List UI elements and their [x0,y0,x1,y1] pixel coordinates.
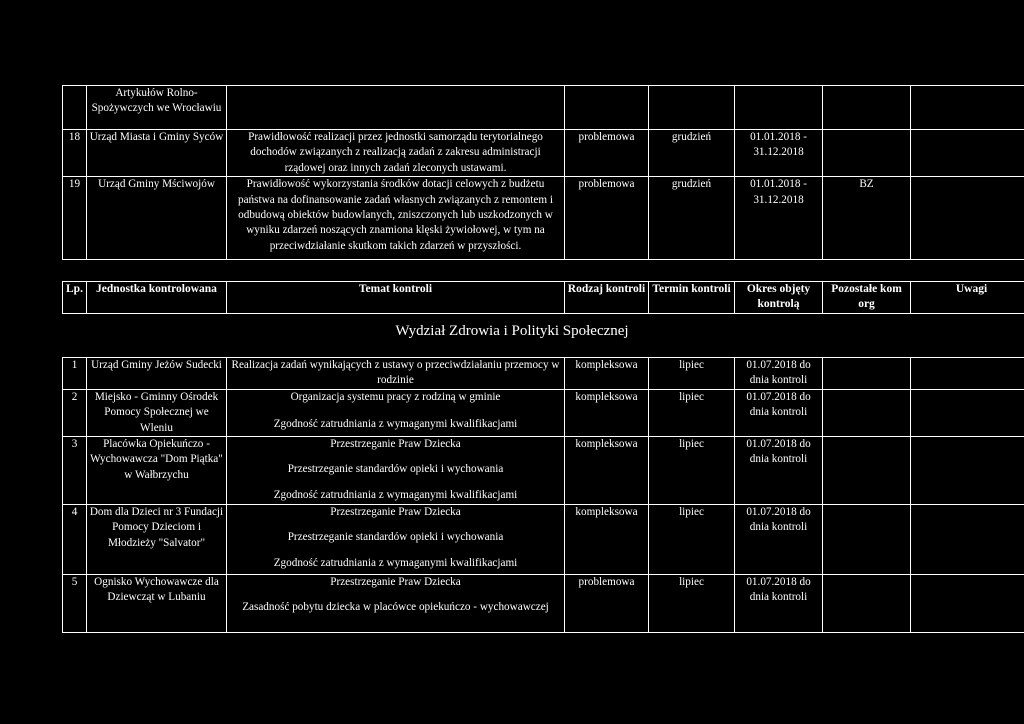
topic-line: Przestrzeganie Praw Dziecka [330,438,461,451]
cell-topic: Prawidłowość realizacji przez jednostki samorządu terytorialnego dochodów związanych z realizacją zadań z zakresu administracji rządowej oraz innych zadań zleconych ustawami. [227,130,565,177]
header-unit: Jednostka kontrolowana [87,282,227,314]
topic-line: Zgodność zatrudniania z wymaganymi kwalifikacjami [273,418,518,431]
cell-notes [911,437,1024,505]
header-row [63,282,1024,314]
topic-line: Zasadność pobytu dziecka w placówce opiekuńczo - wychowawczej [242,601,549,614]
cell-unit: Ognisko Wychowawcze dla Dziewcząt w Lubaniu [87,575,227,633]
cell-lp [63,86,87,130]
cell-period: 01.07.2018 do dnia kontroli [735,575,823,633]
table-row [63,130,1024,177]
cell-lp: 19 [63,177,87,260]
header-lp: Lp. [63,282,87,314]
table-row [63,575,1024,633]
cell-lp: 5 [63,575,87,633]
cell-period: 01.07.2018 do dnia kontroli [735,389,823,436]
header-other: Pozostałe kom org [823,282,911,314]
cell-period [735,86,823,130]
table-row [63,389,1024,436]
topic-line: Zgodność zatrudniania z wymaganymi kwalifikacjami [273,488,518,501]
cell-lp: 18 [63,130,87,177]
header-period: Okres objęty kontrolą [735,282,823,314]
cell-unit: Placówka Opiekuńczo - Wychowawcza "Dom Piątka" w Wałbrzychu [87,437,227,505]
cell-term: lipiec [649,358,735,390]
topic-line: Zgodność zatrudniania z wymaganymi kwalifikacjami [273,556,518,569]
cell-unit: Urząd Gminy Jeżów Sudecki [87,358,227,390]
cell-other [823,575,911,633]
cell-lp: 4 [63,505,87,575]
cell-other [823,389,911,436]
cell-lp: 1 [63,358,87,390]
cell-type: kompleksowa [565,437,649,505]
cell-topic [227,358,565,390]
cell-type: kompleksowa [565,358,649,390]
cell-type: problemowa [565,130,649,177]
cell-topic [227,437,565,505]
table-row [63,358,1024,390]
cell-unit: Artykułów Rolno-Spożywczych we Wrocławiu [87,86,227,130]
cell-period: 01.01.2018 - 31.12.2018 [735,177,823,260]
cell-type: kompleksowa [565,389,649,436]
cell-lp: 3 [63,437,87,505]
control-plan-table [62,357,1024,633]
table-header [62,281,1024,314]
header-type: Rodzaj kontroli [565,282,649,314]
control-plan-table-continued [62,85,1024,260]
cell-term: lipiec [649,575,735,633]
cell-term: grudzień [649,177,735,260]
table-row [63,86,1024,130]
cell-other [823,86,911,130]
cell-other [823,505,911,575]
cell-other: BZ [823,177,911,260]
topic-line: Przestrzeganie Praw Dziecka [330,576,461,589]
cell-unit: Urząd Miasta i Gminy Syców [87,130,227,177]
cell-topic [227,575,565,633]
table-row [63,437,1024,505]
cell-term: lipiec [649,505,735,575]
topic-line: Organizacja systemu pracy z rodziną w gminie [290,390,501,403]
cell-type: kompleksowa [565,505,649,575]
topic-line: Realizacja zadań wynikających z ustawy o przeciwdziałaniu przemocy w rodzinie [231,359,560,387]
cell-type: problemowa [565,575,649,633]
cell-topic [227,505,565,575]
cell-notes [911,130,1024,177]
cell-topic: Prawidłowość wykorzystania środków dotacji celowych z budżetu państwa na dofinansowanie zadań własnych związanych z remontem i odbudową obiektów budowlanych, zniszczonych lub uszkodzonych w wyniku zdarzeń noszących znamiona klęski żywiołowej, w tym na przeciwdziałanie skutkom takich zdarzeń w przyszłości. [227,177,565,260]
cell-period: 01.07.2018 do dnia kontroli [735,358,823,390]
table-row [63,505,1024,575]
cell-notes [911,575,1024,633]
topic-line: Przestrzeganie standardów opieki i wychowania [287,531,504,544]
cell-other [823,358,911,390]
cell-term [649,86,735,130]
header-term: Termin kontroli [649,282,735,314]
topic-line: Przestrzeganie standardów opieki i wychowania [287,463,504,476]
cell-lp: 2 [63,389,87,436]
cell-type: problemowa [565,177,649,260]
cell-notes [911,86,1024,130]
cell-topic [227,86,565,130]
cell-other [823,130,911,177]
cell-period: 01.07.2018 do dnia kontroli [735,505,823,575]
cell-period: 01.07.2018 do dnia kontroli [735,437,823,505]
cell-topic [227,389,565,436]
cell-term: lipiec [649,437,735,505]
cell-term: grudzień [649,130,735,177]
cell-type [565,86,649,130]
cell-unit: Urząd Gminy Mściwojów [87,177,227,260]
cell-unit: Dom dla Dzieci nr 3 Fundacji Pomocy Dzieciom i Młodzieży "Salvator" [87,505,227,575]
header-notes: Uwagi [911,282,1024,314]
cell-notes [911,177,1024,260]
cell-other [823,437,911,505]
cell-notes [911,389,1024,436]
cell-notes [911,358,1024,390]
cell-unit: Miejsko - Gminny Ośrodek Pomocy Społecznej we Wleniu [87,389,227,436]
table-row [63,177,1024,260]
cell-notes [911,505,1024,575]
cell-term: lipiec [649,389,735,436]
header-topic: Temat kontroli [227,282,565,314]
topic-line: Przestrzeganie Praw Dziecka [330,506,461,519]
section-title: Wydział Zdrowia i Polityki Społecznej [395,323,629,339]
cell-period: 01.01.2018 - 31.12.2018 [735,130,823,177]
